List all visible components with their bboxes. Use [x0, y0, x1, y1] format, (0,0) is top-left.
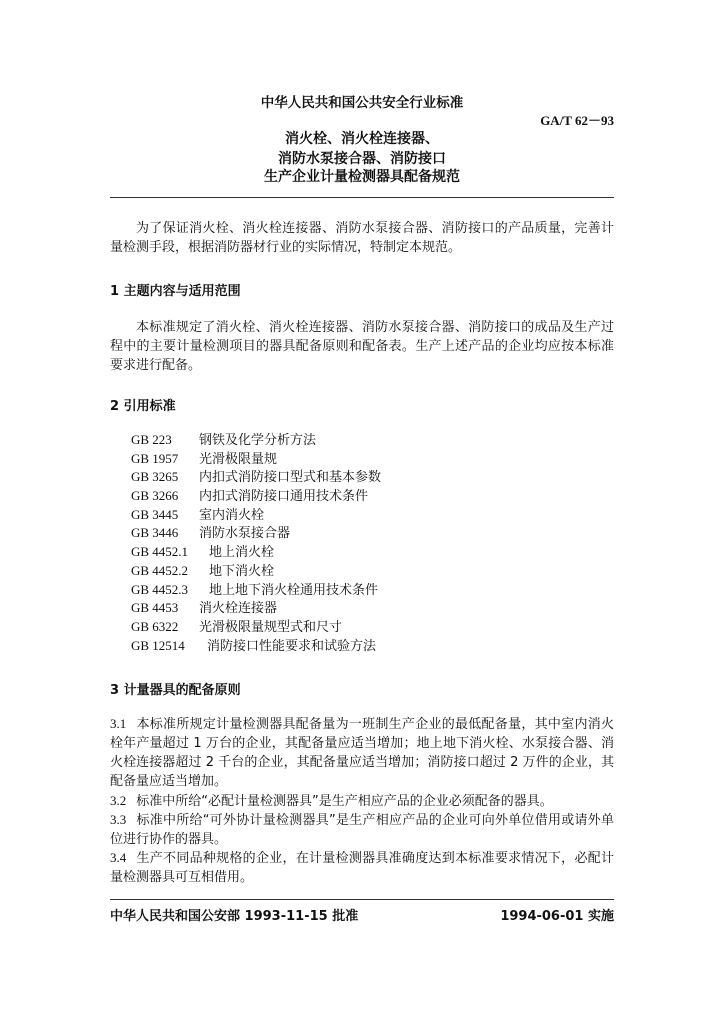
- section-3-heading: 3 计量器具的配备原则: [110, 683, 241, 698]
- approval-line: 中华人民共和国公安部 1993-11-15 批准: [110, 909, 359, 924]
- reference-item: GB 3446 消防水泵接合器: [131, 525, 291, 542]
- effective-date: 1994-06-01 实施: [500, 909, 614, 924]
- section-2-heading: 2 引用标准: [110, 399, 176, 414]
- reference-item: GB 4452.3 地上地下消火栓通用技术条件: [131, 581, 379, 598]
- header-divider: [110, 197, 614, 198]
- reference-item: GB 4452.1 地上消火栓: [131, 544, 275, 561]
- document-title-line-3: 生产企业计量检测器具配备规范: [264, 169, 460, 185]
- standard-code: GA/T 62－93: [540, 113, 614, 128]
- intro-paragraph: 为了保证消火栓、消火栓连接器、消防水泵接合器、消防接口的产品质量，完善计量检测手段，根据消防器材行业的实际情况，特制定本规范。: [110, 221, 614, 255]
- clause-number: 3.2: [110, 793, 127, 808]
- document-title-line-2: 消防水泵接合器、消防接口: [278, 151, 446, 167]
- clause-3-1: [110, 714, 614, 791]
- section-1-heading: 1 主题内容与适用范围: [110, 284, 241, 299]
- reference-item: GB 12514 消防接口性能要求和试验方法: [131, 637, 377, 654]
- reference-item: GB 3266 内扣式消防接口通用技术条件: [131, 488, 369, 505]
- issuer-title: 中华人民共和国公共安全行业标准: [260, 95, 464, 111]
- section-1-paragraph: 本标准规定了消火栓、消火栓连接器、消防水泵接合器、消防接口的成品及生产过程中的主要计量检测项目的器具配备原则和配备表。生产上述产品的企业均应按本标准要求进行配备。: [110, 320, 614, 373]
- reference-item: GB 1957 光滑极限量规: [131, 450, 278, 467]
- document-title-line-1: 消火栓、消火栓连接器、: [285, 131, 439, 147]
- reference-list: [131, 431, 381, 655]
- reference-item: GB 3265 内扣式消防接口型式和基本参数: [131, 469, 382, 486]
- clause-3-4: [110, 848, 614, 887]
- clause-text: 标准中所给“必配计量检测器具”是生产相应产品的企业必须配备的器具。: [136, 794, 553, 809]
- clause-3-3: [110, 810, 614, 849]
- clause-text: 本标准所规定计量检测器具配备量为一班制生产企业的最低配备量，其中室内消火栓年产量超过 1 万台的企业，其配备量应适当增加；地上地下消火栓、水泵接合器、消火栓连接器超过 2 千台的企业，其配备量应适当增加；消防接口超过 2 万件的企业，其配备量应适当增加。: [110, 717, 614, 789]
- footer-divider: [110, 899, 614, 900]
- reference-item: GB 3445 室内消火栓: [131, 506, 265, 523]
- clause-3-2: [110, 791, 614, 811]
- clause-number: 3.1: [110, 716, 127, 731]
- clause-text: 标准中所给“可外协计量检测器具”是生产相应产品的企业可向外单位借用或请外单位进行协作的器具。: [110, 813, 614, 847]
- clause-number: 3.4: [110, 850, 127, 865]
- clause-text: 生产不同品种规格的企业，在计量检测器具准确度达到本标准要求情况下，必配计量检测器具可互相借用。: [110, 851, 614, 885]
- clause-number: 3.3: [110, 812, 127, 827]
- reference-item: GB 4452.2 地下消火栓: [131, 562, 275, 579]
- reference-item: GB 6322 光滑极限量规型式和尺寸: [131, 618, 343, 635]
- reference-item: GB 4453 消火栓连接器: [131, 600, 278, 617]
- reference-item: GB 223 钢铁及化学分析方法: [131, 432, 317, 448]
